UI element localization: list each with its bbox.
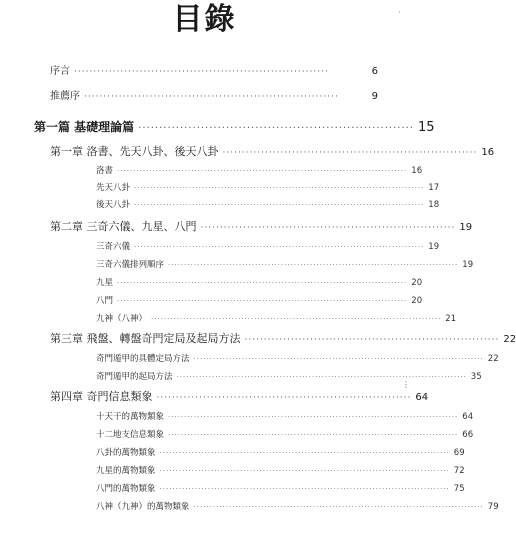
toc-page-number: 18 (428, 200, 440, 210)
toc-page-number: 21 (445, 314, 457, 324)
toc-section-entry[interactable] (96, 164, 423, 176)
toc-chapter-entry[interactable] (50, 218, 473, 234)
dot-leader: ·································································· (222, 148, 478, 158)
toc-page-number: 6 (371, 66, 378, 77)
toc-section-label: 洛書 (96, 166, 114, 176)
toc-section-entry[interactable] (96, 312, 457, 324)
toc-section-entry[interactable] (96, 428, 474, 440)
toc-section-label: 後天八卦 (96, 200, 131, 210)
toc-page-number: 19 (462, 260, 474, 270)
toc-page-number: 35 (470, 372, 482, 382)
dot-leader: ·························································································· (159, 449, 450, 457)
toc-page-number: 9 (371, 91, 378, 102)
toc-section-entry[interactable] (96, 370, 482, 382)
dot-leader: ·························································································· (193, 503, 484, 511)
toc-section-entry[interactable] (96, 181, 440, 193)
dot-leader: ·························································································· (134, 243, 425, 251)
toc-page-number: 15 (417, 120, 435, 135)
toc-page-number: 64 (415, 392, 429, 403)
toc-section-label: 八神（九神）的萬物類象 (96, 502, 190, 512)
dot-leader: ·························································································· (134, 184, 425, 192)
toc-section-label: 九神（八神） (96, 314, 148, 324)
toc-section-label: 奇門遁甲的具體定局方法 (96, 354, 190, 364)
dot-leader: ·························································································· (168, 413, 459, 421)
dot-leader: ·························································································· (151, 315, 442, 323)
toc-chapter-label: 第一章 洛書、先天八卦、後天八卦 (50, 145, 219, 158)
dot-leader: ·························································································· (134, 201, 425, 209)
toc-page-number: 66 (462, 430, 474, 440)
toc-entry-preface[interactable] (50, 62, 378, 76)
toc-section-entry[interactable] (96, 482, 465, 494)
toc-chapter-entry[interactable] (50, 330, 516, 346)
toc-section-label: 九星的萬物類象 (96, 466, 156, 476)
toc-section-entry[interactable] (96, 410, 474, 422)
toc-chapter-entry[interactable] (50, 388, 429, 404)
toc-section-label: 八卦的萬物類象 (96, 448, 156, 458)
toc-section-label: 三奇六儀 (96, 242, 131, 252)
toc-page-number: 16 (411, 166, 423, 176)
toc-entry-label: 推薦序 (50, 91, 80, 102)
toc-chapter-entry[interactable] (50, 143, 495, 159)
toc-page-number: 20 (411, 278, 423, 288)
scan-edge-mark: ⋮ (402, 380, 410, 389)
dot-leader: ·································································· (200, 223, 456, 233)
dot-leader: ·························································································· (117, 167, 408, 175)
dot-leader: ·························································································· (117, 297, 408, 305)
toc-page-number: 17 (428, 183, 440, 193)
dot-leader: ·························································································· (193, 355, 484, 363)
toc-page-number: 16 (481, 147, 495, 158)
toc-part-label: 第一篇 基礎理論篇 (34, 120, 135, 134)
toc-section-entry[interactable] (96, 258, 474, 270)
toc-section-label: 八門 (96, 296, 114, 306)
toc-section-entry[interactable] (96, 294, 423, 306)
toc-section-label: 八門的萬物類象 (96, 484, 156, 494)
toc-section-entry[interactable] (96, 198, 440, 210)
toc-entry-label: 序言 (50, 66, 70, 77)
dot-leader: ·························································································· (168, 431, 459, 439)
dot-leader: ·························································································· (176, 373, 467, 381)
toc-section-label: 奇門遁甲的起局方法 (96, 372, 173, 382)
toc-section-entry[interactable] (96, 500, 499, 512)
toc-page-number: 19 (459, 222, 473, 233)
toc-section-label: 九星 (96, 278, 114, 288)
toc-section-entry[interactable] (96, 352, 499, 364)
dot-leader: ·································································· (244, 335, 500, 345)
page-title: 目錄 (172, 2, 237, 37)
toc-chapter-label: 第四章 奇門信息類象 (50, 390, 153, 403)
toc-page-number: 64 (462, 412, 474, 422)
toc-page-number: 22 (487, 354, 499, 364)
toc-section-label: 先天八卦 (96, 183, 131, 193)
dot-leader: ·································································· (138, 123, 414, 134)
toc-chapter-label: 第三章 飛盤、轉盤奇門定局及起局方法 (50, 332, 241, 345)
dot-leader: ·························································································· (159, 485, 450, 493)
toc-section-label: 三奇六儀排列順序 (96, 260, 165, 270)
dot-leader: ·································································· (156, 393, 412, 403)
toc-page-number: 19 (428, 242, 440, 252)
toc-page-number: 75 (453, 484, 465, 494)
toc-section-entry[interactable] (96, 276, 423, 288)
toc-section-entry[interactable] (96, 240, 440, 252)
toc-page-number: 79 (487, 502, 499, 512)
toc-entry-recommendation[interactable] (50, 87, 378, 101)
toc-page-number: 22 (503, 334, 516, 345)
dot-leader: ·································································· (84, 92, 339, 102)
dot-leader: ·························································································· (159, 467, 450, 475)
dot-leader: ·························································································· (168, 261, 459, 269)
toc-page-number: 20 (411, 296, 423, 306)
scan-edge-mark: · (398, 8, 401, 17)
toc-part-entry[interactable] (34, 118, 435, 136)
toc-section-label: 十天干的萬物類象 (96, 412, 165, 422)
toc-section-entry[interactable] (96, 464, 465, 476)
toc-page-number: 69 (453, 448, 465, 458)
dot-leader: ·································································· (74, 67, 329, 77)
dot-leader: ·························································································· (117, 279, 408, 287)
toc-section-entry[interactable] (96, 446, 465, 458)
toc-section-label: 十二地支信息類象 (96, 430, 165, 440)
toc-page-number: 72 (453, 466, 465, 476)
toc-chapter-label: 第二章 三奇六儀、九星、八門 (50, 220, 197, 233)
